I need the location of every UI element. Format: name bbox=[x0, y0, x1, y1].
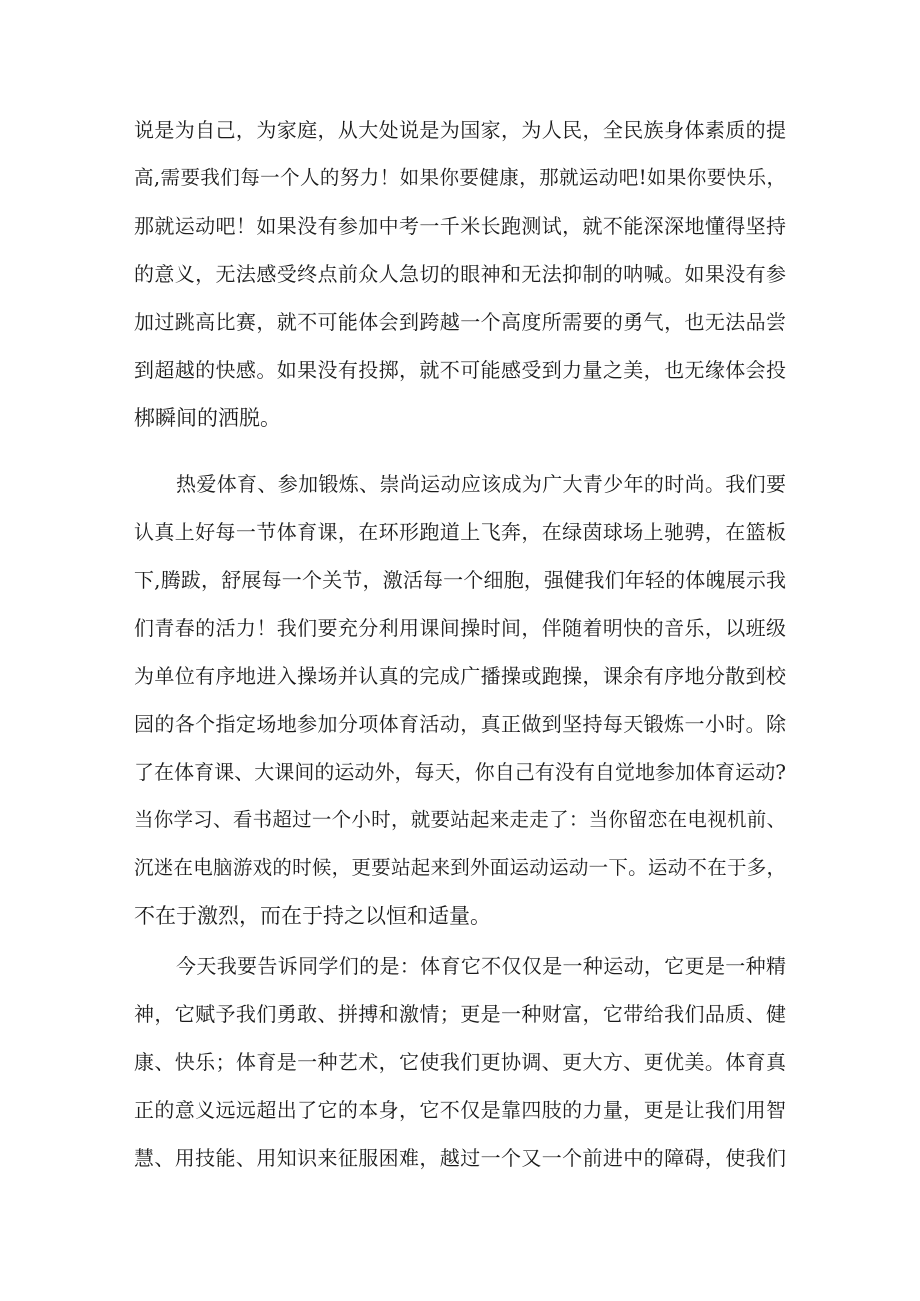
text-line: 加过跳高比赛，就不可能体会到跨越一个高度所需要的勇气，也无法品尝 bbox=[134, 310, 786, 334]
text-line: 不在于激烈，而在于持之以恒和适量。 bbox=[134, 904, 491, 928]
text-line: 们青春的活力！我们要充分利用课间操时间，伴随着明快的音乐，以班级 bbox=[134, 616, 786, 640]
text-line: 当你学习、看书超过一个小时，就要站起来走走了：当你留恋在电视机前、 bbox=[134, 808, 786, 831]
text-line: 沉迷在电脑游戏的时候，更要站起来到外面运动运动一下。运动不在于多， bbox=[134, 856, 786, 879]
text-line: 康、快乐；体育是一种艺术，它使我们更协调、更大方、更优美。体育真 bbox=[134, 1050, 786, 1074]
text-line: 园的各个指定场地参加分项体育活动，真正做到坚持每天锻炼一小时。除 bbox=[134, 712, 786, 736]
text-line: 说是为自己，为家庭，从大处说是为国家，为人民，全民族身体素质的提 bbox=[134, 118, 786, 142]
text-line: 热爱体育、参加锻炼、崇尚运动应该成为广大青少年的时尚。我们要 bbox=[176, 472, 786, 496]
text-line: 的意义，无法感受终点前众人急切的眼神和无法抑制的呐喊。如果没有参 bbox=[134, 262, 786, 286]
text-line: 慧、用技能、用知识来征服困难，越过一个又一个前进中的障碍，使我们 bbox=[134, 1146, 786, 1170]
text-line: 神，它赋予我们勇敢、拼搏和激情；更是一种财富，它带给我们品质、健 bbox=[134, 1002, 786, 1026]
text-line: 到超越的快感。如果没有投掷，就不可能感受到力量之美，也无缘体会投 bbox=[134, 358, 786, 382]
text-line: 今天我要告诉同学们的是：体育它不仅仅是一种运动，它更是一种精 bbox=[176, 954, 786, 978]
text-line: 为单位有序地进入操场并认真的完成广播操或跑操，课余有序地分散到校 bbox=[134, 664, 786, 688]
text-line: 下,腾跋，舒展每一个关节，激活每一个细胞，强健我们年轻的体魄展示我 bbox=[134, 568, 786, 592]
text-line: 梆瞬间的洒脱。 bbox=[134, 406, 281, 430]
text-line: 高,需要我们每一个人的努力！如果你要健康，那就运动吧!如果你要快乐， bbox=[134, 166, 786, 189]
text-line: 了在体育课、大课间的运动外，每天，你自己有没有自觉地参加体育运动? bbox=[134, 760, 786, 784]
text-line: 认真上好每一节体育课，在环形跑道上飞奔，在绿茵球场上驰骋，在篮板 bbox=[134, 520, 786, 544]
text-line: 正的意义远远超出了它的本身，它不仅是靠四肢的力量，更是让我们用智 bbox=[134, 1098, 786, 1122]
text-line: 那就运动吧！如果没有参加中考一千米长跑测试，就不能深深地懂得坚持 bbox=[134, 214, 786, 238]
